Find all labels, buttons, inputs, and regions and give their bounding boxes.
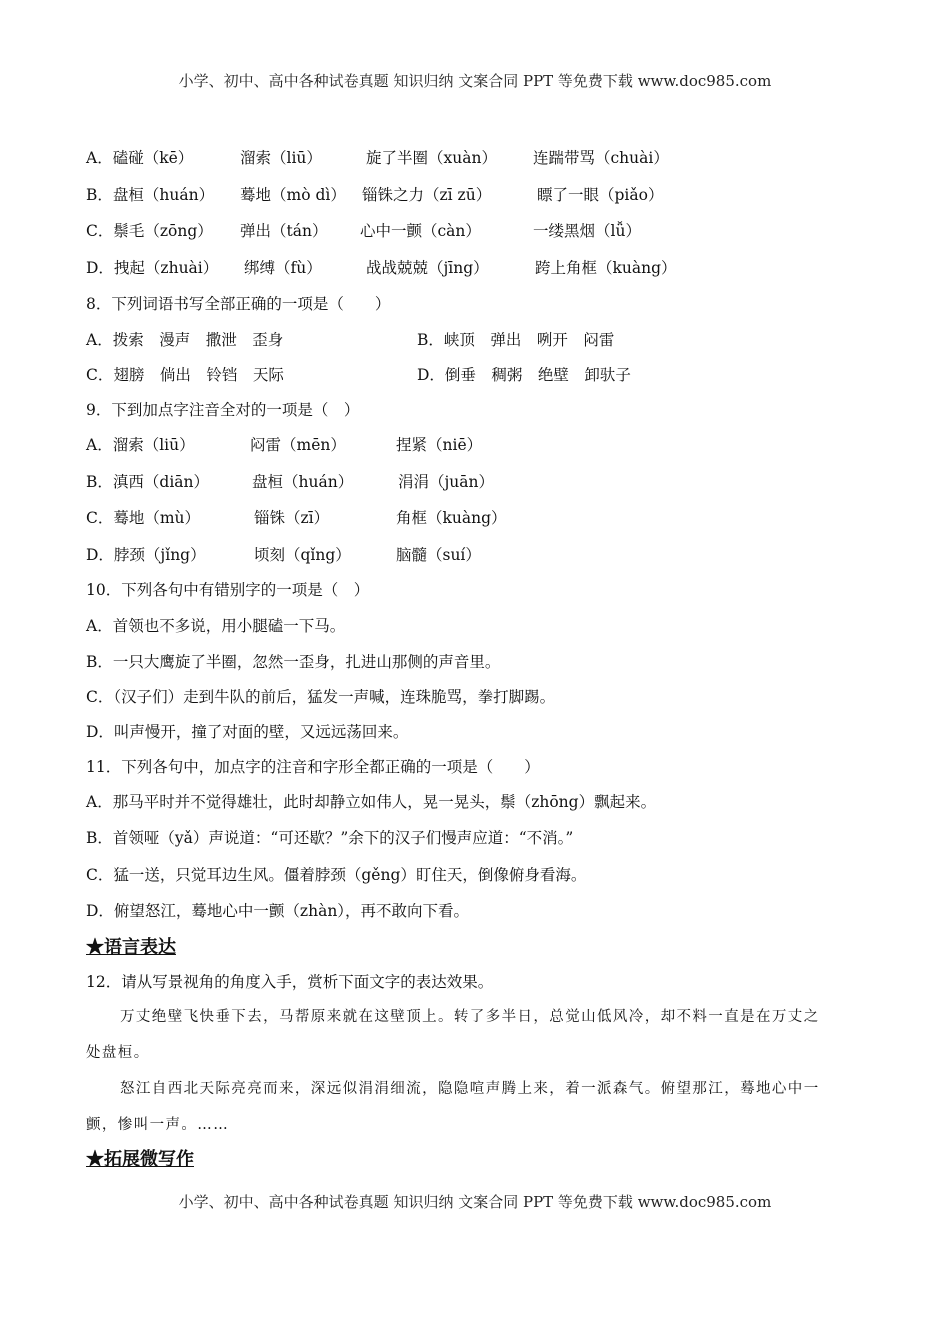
q10-stem: 10．下列各句中有错别字的一项是（ ） (86, 581, 370, 599)
q7-a-2: 溜索（liū） (240, 149, 322, 167)
q9-d-2: 顷刻（qǐng） (254, 546, 351, 564)
q7-d-1: D．拽起（zhuài） (86, 259, 219, 277)
page-header: 小学、初中、高中各种试卷真题 知识归纳 文案合同 PPT 等免费下载 www.doc985.com (178, 72, 772, 90)
q7-d-2: 绑缚（fù） (244, 259, 322, 277)
q8-option-d: D．倒垂 稠粥 绝壁 卸驮子 (417, 366, 631, 384)
q9-d-1: D．脖颈（jǐng） (86, 546, 206, 564)
q10-option-d: D．叫声慢开，撞了对面的壁，又远远荡回来。 (86, 723, 409, 741)
q7-a-1: A．磕碰（kē） (86, 149, 194, 167)
q8-stem: 8．下列词语书写全部正确的一项是（ ） (86, 295, 391, 313)
q12-passage-2-line-2: 颤，惨叫一声。…… (86, 1117, 230, 1133)
q7-b-2: 蓦地（mò dì） (240, 186, 346, 204)
q9-a-1: A．溜索（liū） (86, 436, 195, 454)
q9-c-2: 锱铢（zī） (254, 509, 330, 527)
q9-a-2: 闷雷（mēn） (250, 436, 346, 454)
q9-b-2: 盘桓（huán） (252, 473, 354, 491)
q11-option-c: C．猛一送，只觉耳边生风。僵着脖颈（gěng）盯住天，倒像俯身看海。 (86, 866, 587, 884)
q11-option-d: D．俯望怒江，蓦地心中一颤（zhàn），再不敢向下看。 (86, 902, 470, 920)
page-footer: 小学、初中、高中各种试卷真题 知识归纳 文案合同 PPT 等免费下载 www.doc985.com (178, 1193, 772, 1211)
q9-c-3: 角框（kuàng） (396, 509, 507, 527)
q7-b-1: B．盘桓（huán） (86, 186, 215, 204)
q8-option-c: C．翅膀 倘出 铃铛 天际 (86, 366, 284, 384)
q7-c-3: 心中一颤（càn） (360, 222, 481, 240)
q10-option-c: C．（汉子们）走到牛队的前后，猛发一声喊，连珠脆骂，拳打脚踢。 (86, 688, 556, 706)
q7-b-4: 瞟了一眼（piǎo） (537, 186, 664, 204)
section-heading-language: ★语言表达 (86, 937, 176, 958)
q12-passage-1-line-1: 万丈绝壁飞快垂下去，马帮原来就在这壁顶上。转了多半日，总觉山低风冷，却不料一直是在万丈之 (120, 1009, 820, 1025)
q9-a-3: 捏紧（niē） (396, 436, 483, 454)
q7-a-4: 连踹带骂（chuài） (533, 149, 669, 167)
q7-d-3: 战战兢兢（jīng） (366, 259, 489, 277)
q7-b-3: 锱铢之力（zī zū） (362, 186, 492, 204)
q12-passage-2-line-1: 怒江自西北天际亮亮而来，深远似涓涓细流，隐隐喧声腾上来，着一派森气。俯望那江，蓦地心中一 (120, 1081, 820, 1097)
q8-option-a: A．拨索 漫声 撒泄 歪身 (86, 331, 284, 349)
q11-option-b: B．首领哑（yǎ）声说道：“可还歇？”余下的汉子们慢声应道：“不消。” (86, 829, 574, 847)
q12-passage-1-line-2: 处盘桓。 (86, 1045, 150, 1061)
q9-stem: 9．下到加点字注音全对的一项是（ ） (86, 401, 360, 419)
q10-option-a: A．首领也不多说，用小腿磕一下马。 (86, 617, 346, 635)
q9-b-3: 涓涓（juān） (398, 473, 495, 491)
q7-c-1: C．鬃毛（zōng） (86, 222, 213, 240)
q9-b-1: B．滇西（diān） (86, 473, 209, 491)
q7-c-2: 弹出（tán） (240, 222, 328, 240)
q11-stem: 11．下列各句中，加点字的注音和字形全都正确的一项是（ ） (86, 758, 540, 776)
q7-d-4: 跨上角框（kuàng） (535, 259, 677, 277)
q9-d-3: 脑髓（suí） (396, 546, 481, 564)
q7-c-4: 一缕黑烟（lǚ） (533, 222, 641, 240)
q7-a-3: 旋了半圈（xuàn） (366, 149, 497, 167)
section-heading-writing: ★拓展微写作 (86, 1149, 194, 1170)
q11-option-a: A．那马平时并不觉得雄壮，此时却静立如伟人，晃一晃头，鬃（zhōng）飘起来。 (86, 793, 657, 811)
q8-option-b: B．峡顶 弹出 咧开 闷雷 (417, 331, 615, 349)
q12-stem: 12．请从写景视角的角度入手，赏析下面文字的表达效果。 (86, 973, 494, 991)
q10-option-b: B．一只大鹰旋了半圈，忽然一歪身，扎进山那侧的声音里。 (86, 653, 501, 671)
q9-c-1: C．蓦地（mù） (86, 509, 201, 527)
